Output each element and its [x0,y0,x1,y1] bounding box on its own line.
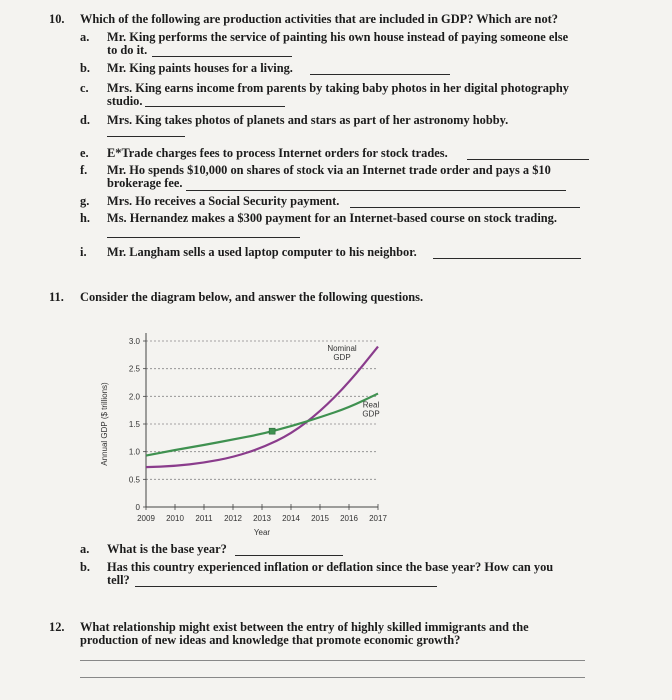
x-tick-label: 2010 [166,514,184,523]
item-letter: b. [80,61,90,75]
y-tick-label: 1.5 [128,420,140,429]
item-letter: a. [80,30,90,44]
q10-text: Which of the following are production activities that are included in GDP? Which are not? [80,12,558,26]
chart-lines [146,347,378,468]
item-text: Mrs. King takes photos of planets and stars as part of her astronomy hobby. [107,113,509,127]
item-letter: h. [80,211,90,225]
y-tick-label: 2.0 [128,392,140,402]
x-axis-label: Year [253,528,271,537]
item-letter: c. [80,81,89,95]
series-label: Real [362,400,380,410]
item-letter: b. [80,560,90,574]
q12-number: 12. [49,620,65,634]
item-text: What is the base year? [107,542,227,556]
answer-blank[interactable] [135,586,437,587]
item-text: Ms. Hernandez makes a $300 payment for an Internet-based course on stock trading. [107,211,557,225]
item-text-cont: studio. [107,94,143,108]
x-tick-label: 2012 [224,514,242,523]
x-tick-label: 2009 [137,514,155,523]
item-text-cont: to do it. [107,43,148,57]
q11-number: 11. [49,290,64,304]
y-tick-label: 3.0 [128,337,140,346]
y-tick-label: 0 [135,503,140,512]
item-text: Mr. Ho spends $10,000 on shares of stock via an Internet trade order and pays a $10 [107,163,551,177]
y-tick-label: 1.0 [128,447,140,457]
answer-line[interactable] [80,660,585,661]
item-letter: e. [80,146,89,160]
x-tick-label: 2013 [253,514,271,523]
item-letter: d. [80,113,90,127]
item-text: Mr. Langham sells a used laptop computer to his neighbor. [107,245,417,259]
answer-blank[interactable] [235,555,343,556]
series-label: Nominal [327,343,357,353]
y-tick-label: 2.5 [128,364,140,374]
q11-text: Consider the diagram below, and answer the following questions. [80,290,424,304]
x-tick-label: 2016 [340,514,358,523]
item-text: Mrs. Ho receives a Social Security payment. [107,194,340,208]
intersection-marker [269,428,275,434]
q10-number: 10. [49,12,65,26]
item-letter: a. [80,542,90,556]
item-text: E*Trade charges fees to process Internet orders for stock trades. [107,146,448,160]
q12-text: What relationship might exist between the entry of highly skilled immigrants and the [80,620,529,634]
x-tick-label: 2011 [195,514,213,523]
item-letter: g. [80,194,90,208]
answer-line[interactable] [80,677,585,678]
y-tick-label: 0.5 [128,475,140,485]
item-text: Mr. King performs the service of painting his own house instead of paying someone else [107,30,569,44]
y-axis-label: Annual GDP ($ trillions) [100,382,109,466]
x-tick-label: 2017 [369,514,387,523]
q12-text-cont: production of new ideas and knowledge that promote economic growth? [80,633,461,647]
item-text-cont: tell? [107,573,130,587]
item-letter: i. [80,245,87,259]
item-letter: f. [80,163,88,177]
item-text: Mrs. King earns income from parents by taking baby photos in her digital photography [107,81,569,95]
item-text: Mr. King paints houses for a living. [107,61,293,75]
item-text: Has this country experienced inflation or deflation since the base year? How can you [107,560,554,574]
x-tick-label: 2015 [311,514,329,523]
item-text-cont: brokerage fee. [107,176,183,190]
x-tick-label: 2014 [282,514,300,523]
series-label: GDP [362,409,380,419]
series-label: GDP [333,352,351,362]
